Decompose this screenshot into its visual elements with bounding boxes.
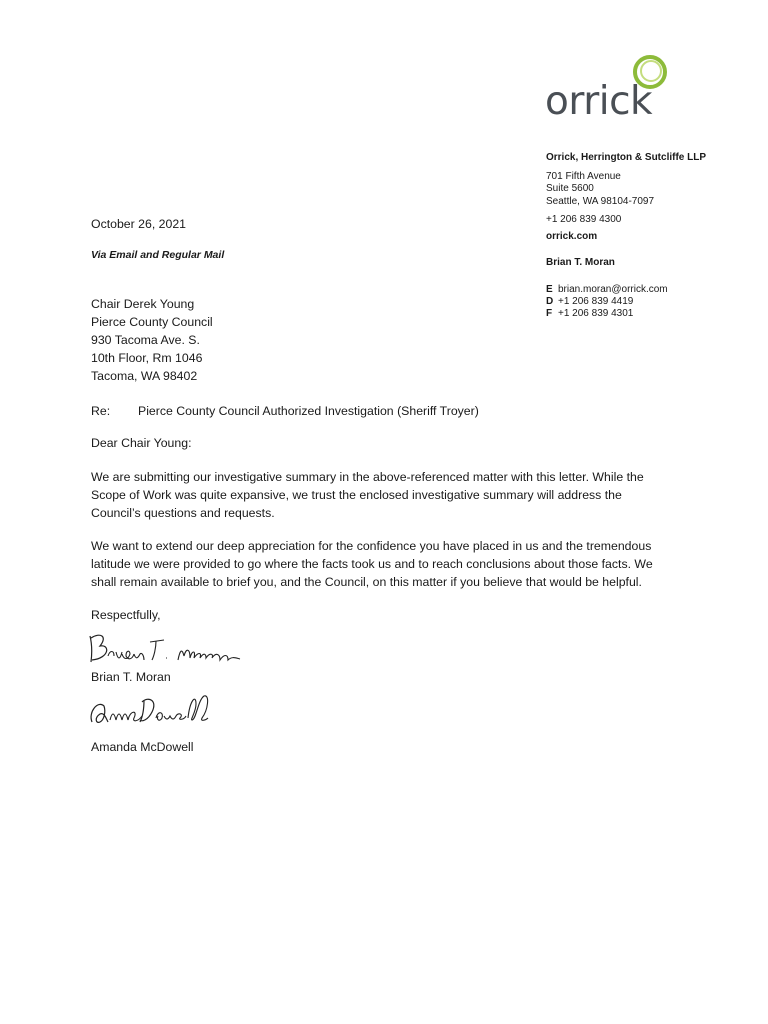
contact-email — [546, 284, 706, 297]
re-line — [91, 402, 479, 420]
recipient-line: 10th Floor, Rm 1046 — [91, 351, 203, 365]
delivery-method: Via Email and Regular Mail — [91, 249, 225, 261]
re-label: Re: — [91, 404, 111, 418]
recipient-address — [91, 295, 213, 385]
salutation: Dear Chair Young: — [91, 436, 192, 450]
closing: Respectfully, — [91, 608, 161, 622]
paragraph-line: Scope of Work was quite expansive, we trust the enclosed investigative summary will address the — [91, 488, 622, 502]
letterhead-contact-block — [546, 152, 706, 321]
contact-label: E — [546, 283, 553, 295]
paragraph-1 — [91, 468, 691, 522]
direct-phone: +1 206 839 4419 — [558, 296, 634, 307]
letter-date: October 26, 2021 — [91, 217, 187, 231]
contact-label: F — [546, 308, 553, 319]
paragraph-line: shall remain available to brief you, and the Council, on this matter if you believe that would be helpful. — [91, 575, 642, 589]
signature-amanda-mcdowell — [86, 690, 226, 732]
paragraph-line: We are submitting our investigative summary in the above-referenced matter with this letter. While the — [91, 470, 644, 484]
paragraph-line: Council’s questions and requests. — [91, 506, 275, 520]
firm-phone: +1 206 839 4300 — [546, 214, 622, 225]
recipient-line: Chair Derek Young — [91, 297, 195, 311]
contact-fax — [546, 307, 706, 321]
firm-website[interactable]: orrick.com — [546, 230, 598, 242]
paragraph-line: latitude we were provided to go where the facts took us and to reach conclusions about those facts. We — [91, 557, 653, 571]
recipient-line: Pierce County Council — [91, 315, 213, 329]
contact-label: D — [546, 296, 554, 307]
paragraph-2 — [91, 537, 691, 591]
signer-name: Amanda McDowell — [91, 740, 194, 754]
address-line: Suite 5600 — [546, 183, 594, 194]
signature-brian-moran — [86, 630, 246, 670]
address-line: Seattle, WA 98104-7097 — [546, 195, 655, 207]
fax-number: +1 206 839 4301 — [558, 308, 634, 319]
firm-name: Orrick, Herrington & Sutcliffe LLP — [546, 152, 707, 163]
signer-name: Brian T. Moran — [91, 670, 171, 684]
contact-direct — [546, 296, 706, 307]
recipient-line: Tacoma, WA 98402 — [91, 369, 198, 383]
paragraph-line: We want to extend our deep appreciation for the confidence you have placed in us and the tremendous — [91, 539, 652, 553]
recipient-line: 930 Tacoma Ave. S. — [91, 333, 200, 347]
author-name: Brian T. Moran — [546, 257, 615, 268]
address-line: 701 Fifth Avenue — [546, 170, 621, 182]
email-link[interactable]: brian.moran@orrick.com — [558, 283, 668, 295]
re-subject: Pierce County Council Authorized Investigation (Sheriff Troyer) — [138, 404, 479, 418]
orrick-logo: orrick — [545, 79, 653, 124]
